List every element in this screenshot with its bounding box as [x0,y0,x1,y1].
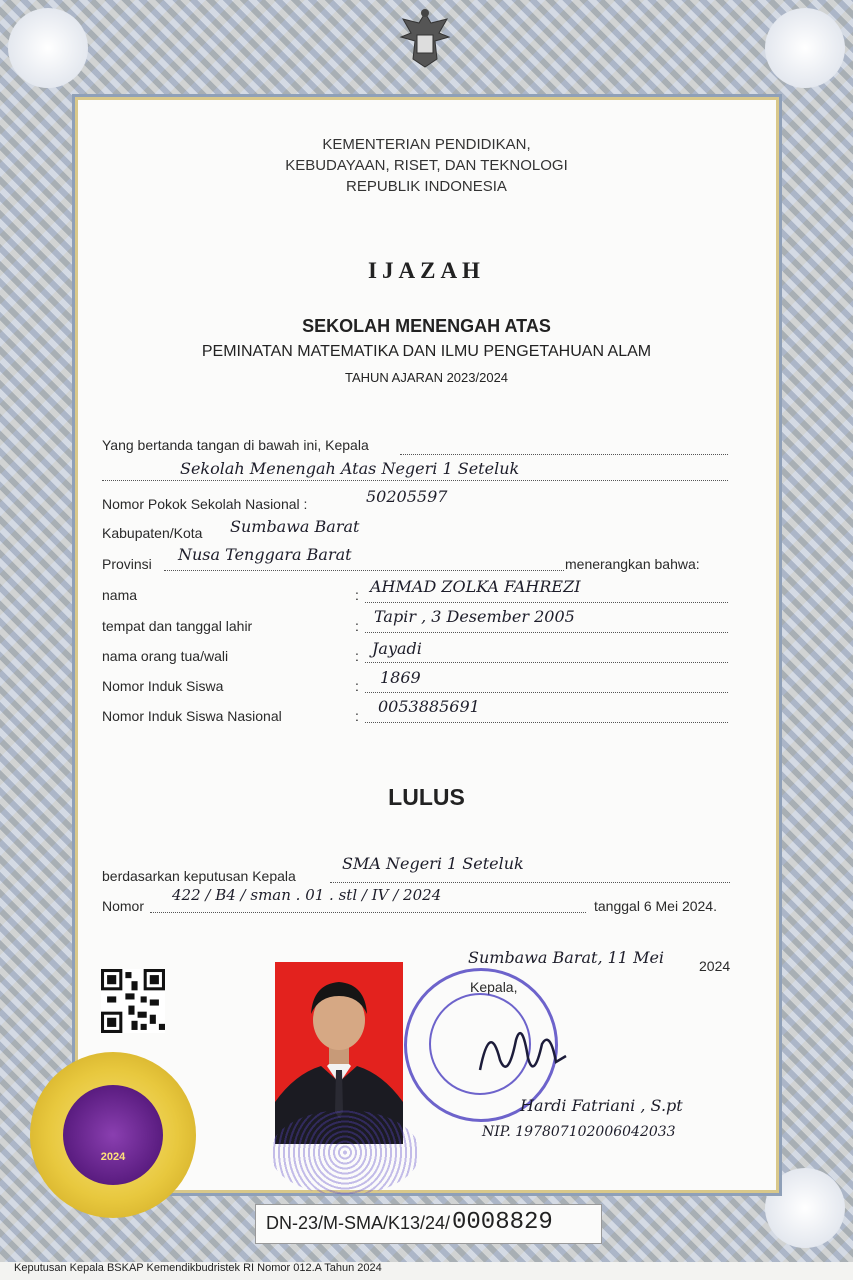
corner-ornament [765,1168,845,1248]
school-level: SEKOLAH MENENGAH ATAS [302,316,551,336]
parent-label: nama orang tua/wali [102,648,229,664]
fill-line [365,662,728,663]
ministry-header [0,134,853,197]
colon: : [355,708,359,724]
npsn-label: Nomor Pokok Sekolah Nasional : [102,496,308,512]
signatory-nip: NIP. 197807102006042033 [482,1124,676,1140]
school-name: Sekolah Menengah Atas Negeri 1 Seteluk [180,459,520,478]
signatory-title: Kepala, [470,979,518,995]
ministry-line: KEBUDAYAAN, RISET, DAN TEKNOLOGI [285,157,568,174]
nisn-value: 0053885691 [378,697,480,716]
student-name-label: nama [102,587,138,603]
signature-scribble-icon [470,1010,580,1090]
nis-value: 1869 [380,668,421,687]
signature-year: 2024 [699,958,731,974]
place-date: Sumbawa Barat, 11 Mei [468,948,665,967]
npsn-value: 50205597 [366,487,448,506]
decision-date: tanggal 6 Mei 2024. [594,898,717,914]
document-title: IJAZAH [368,258,485,283]
colon: : [355,648,359,664]
nisn-label: Nomor Induk Siswa Nasional [102,708,282,724]
fill-line [365,602,728,603]
regency-label: Kabupaten/Kota [102,525,203,541]
ministry-line: REPUBLIK INDONESIA [346,178,507,195]
fill-line [365,692,728,693]
birth-label: tempat dan tanggal lahir [102,618,253,634]
serial-number: 0008829 [452,1209,553,1236]
footer-note: Keputusan Kepala BSKAP Kemendikbudristek RI Nomor 012.A Tahun 2024 [14,1262,382,1274]
declares-label: menerangkan bahwa: [565,556,700,572]
result-status: LULUS [388,784,465,810]
number-label: Nomor [102,898,145,914]
fill-line [365,722,728,723]
decision-number: 422 / B4 / sman . 01 . stl / IV / 2024 [172,886,442,904]
fill-line [102,480,728,481]
colon: : [355,587,359,603]
seal-year: 2024 [100,1151,126,1163]
fill-line [164,570,564,571]
garuda-emblem-icon [395,5,455,75]
student-name: AHMAD ZOLKA FAHREZI [370,577,581,596]
major: PEMINATAN MATEMATIKA DAN ILMU PENGETAHUAN ALAM [201,343,652,360]
ministry-line: KEMENTERIAN PENDIDIKAN, [322,136,531,153]
fill-line [150,912,586,913]
signatory-name: Hardi Fatriani , S.pt [520,1096,683,1115]
nis-label: Nomor Induk Siswa [102,678,224,694]
fill-line [330,882,730,883]
fill-line [400,454,728,455]
birth-value: Tapir , 3 Desember 2005 [374,607,575,626]
corner-ornament [8,8,88,88]
province-value: Nusa Tenggara Barat [178,545,352,564]
basis-school: SMA Negeri 1 Seteluk [342,854,524,873]
colon: : [355,678,359,694]
corner-ornament [765,8,845,88]
regency-value: Sumbawa Barat [230,517,360,536]
fingerprint [270,1110,420,1195]
serial-prefix: DN-23/M-SMA/K13/24/ [266,1213,451,1233]
academic-year: TAHUN AJARAN 2023/2024 [344,370,509,385]
serial-number-box [255,1204,602,1244]
colon: : [355,618,359,634]
intro-label: Yang bertanda tangan di bawah ini, Kepala [102,437,369,453]
fill-line [365,632,728,633]
qr-code-icon [101,969,165,1033]
parent-value: Jayadi [372,639,422,658]
seal-center [63,1085,163,1185]
province-label: Provinsi [102,556,152,572]
gold-hologram-seal [30,1052,196,1218]
basis-label: berdasarkan keputusan Kepala [102,868,296,884]
